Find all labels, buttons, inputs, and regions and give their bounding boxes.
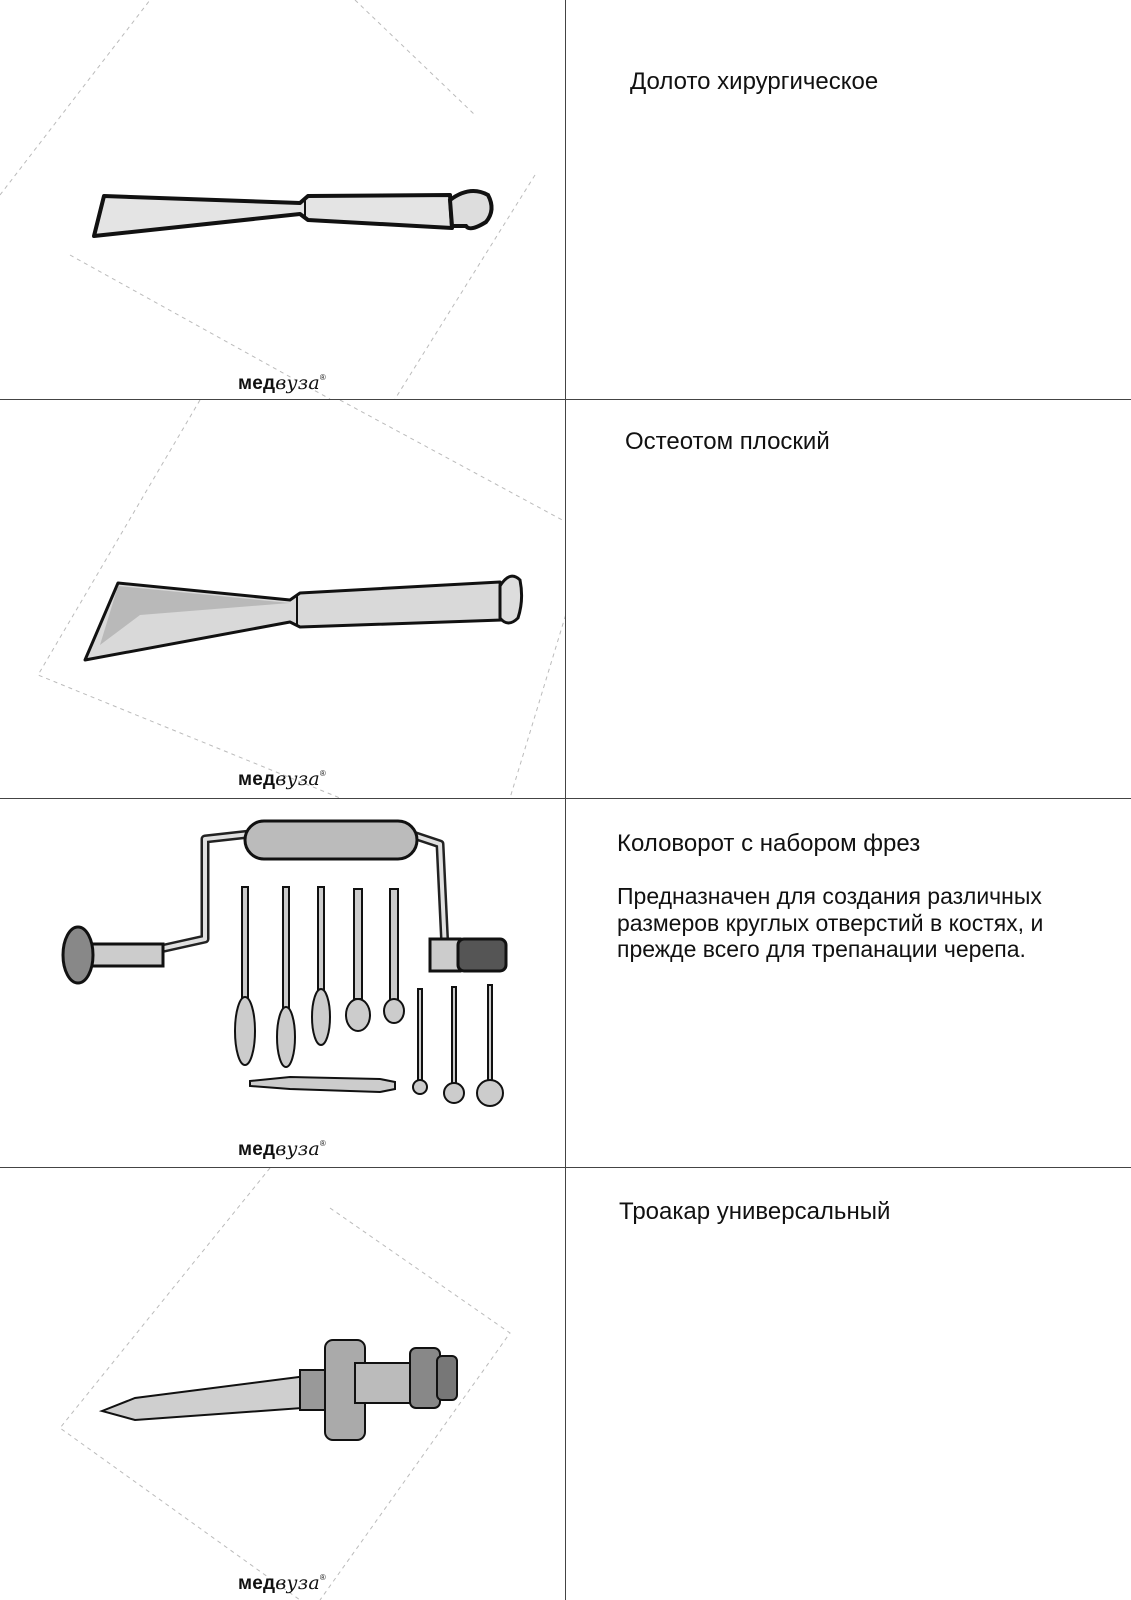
surgical-chisel-image <box>0 0 565 399</box>
brace-image-cell <box>0 799 565 1167</box>
item-description: Предназначен для создания различных размеров круглых отверстий в костях, и прежде всего для трепанации черепа. <box>617 883 1044 962</box>
column-divider <box>565 0 566 1600</box>
chisel-image-cell <box>0 0 565 399</box>
medvuza-logo: медвуза® <box>238 372 326 394</box>
brace-with-burs-image <box>0 799 565 1167</box>
flat-osteotome-image <box>0 400 565 798</box>
item-title: Троакар универсальный <box>619 1198 891 1225</box>
medvuza-logo: медвуза® <box>238 1572 326 1594</box>
item-title: Коловорот с набором фрез <box>617 830 921 857</box>
osteotome-image-cell <box>0 400 565 798</box>
item-title: Остеотом плоский <box>625 428 830 455</box>
medvuza-logo: медвуза® <box>238 1138 326 1160</box>
trocar-image-cell <box>0 1168 565 1600</box>
universal-trocar-image <box>0 1168 565 1600</box>
item-title: Долото хирургическое <box>630 68 879 95</box>
medvuza-logo: медвуза® <box>238 768 326 790</box>
